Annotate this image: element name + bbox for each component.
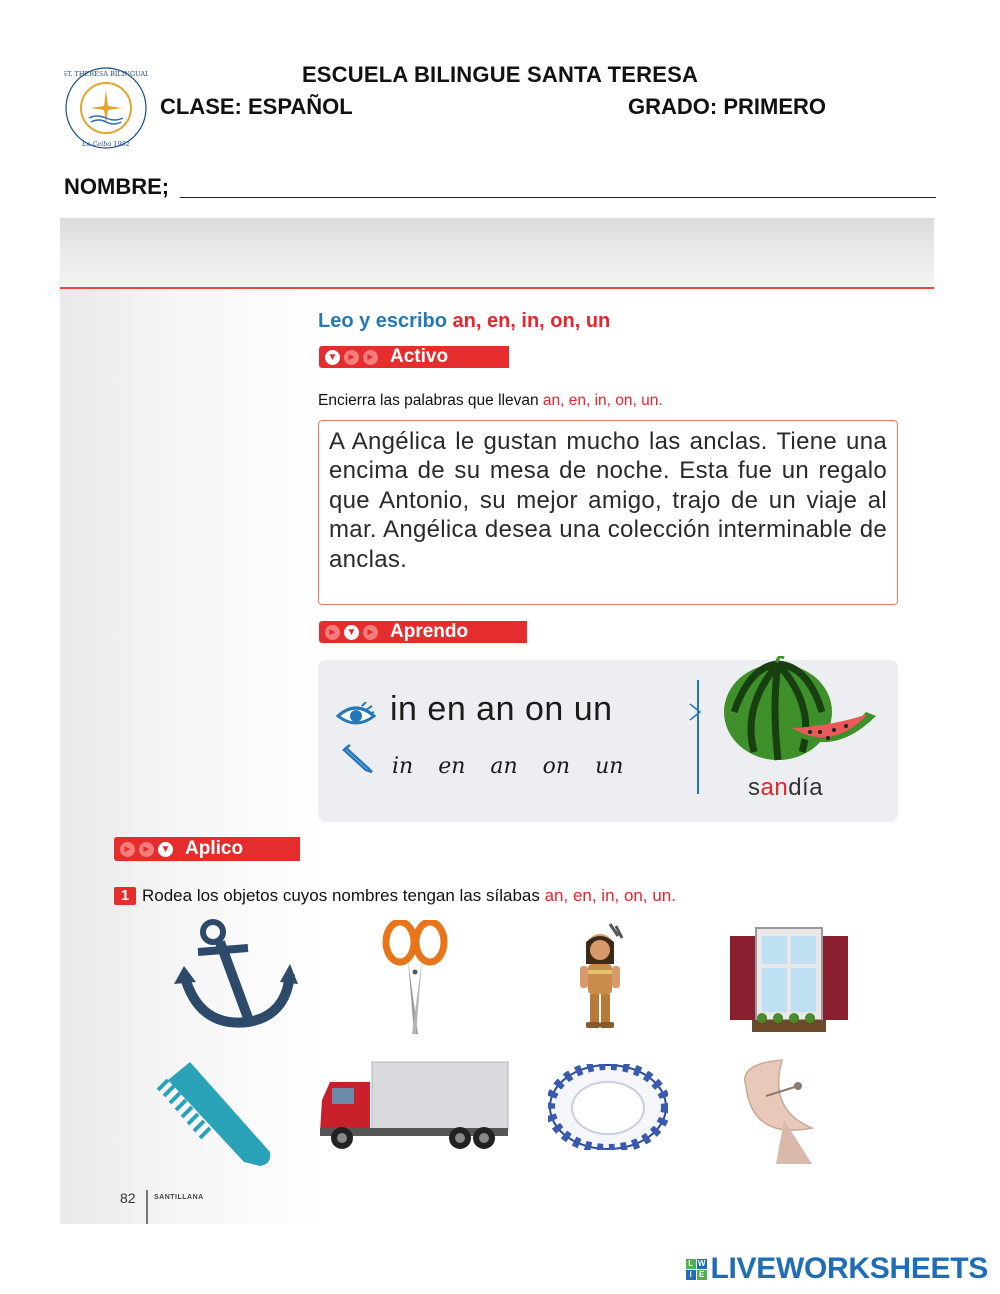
liveworksheets-logo[interactable]: L W I E LIVEWORKSHEETS <box>686 1252 989 1286</box>
svg-text:La Ceiba 1952: La Ceiba 1952 <box>82 140 130 148</box>
worksheet-page <box>60 218 934 1224</box>
arrow-down-icon: ▼ <box>344 625 359 640</box>
window-image[interactable] <box>726 926 852 1041</box>
truck-image[interactable] <box>316 1060 512 1155</box>
arrow-right-icon: ► <box>363 350 378 365</box>
page-top-band <box>60 218 934 288</box>
bracket-icon <box>688 702 702 727</box>
page-divider <box>60 287 934 289</box>
exercise-number: 1 <box>114 887 136 905</box>
aplico-banner: ► ► ▼ Aplico <box>114 837 300 861</box>
arrow-right-icon: ► <box>344 350 359 365</box>
anchor-image[interactable] <box>168 918 298 1041</box>
publisher-logo: SANTILLANA <box>154 1194 204 1201</box>
name-input-line[interactable] <box>180 197 936 198</box>
arrow-right-icon: ► <box>139 842 154 857</box>
name-label: NOMBRE; <box>64 174 170 199</box>
page-number: 82 <box>120 1190 136 1206</box>
arrow-right-icon: ► <box>363 625 378 640</box>
comb-image[interactable] <box>154 1058 274 1175</box>
page-number-bar <box>146 1190 148 1224</box>
satellite-dish-image[interactable] <box>732 1056 842 1173</box>
panel-divider <box>697 680 699 794</box>
cursive-syllables: in en an on un <box>392 754 624 779</box>
school-title: ESCUELA BILINGUE SANTA TERESA <box>301 62 699 87</box>
plate-image[interactable] <box>548 1064 668 1155</box>
pencil-icon <box>342 744 376 779</box>
section-heading: Leo y escribo an, en, in, on, un <box>318 310 611 332</box>
arrow-down-icon: ▼ <box>325 350 340 365</box>
instruction-text: Encierra las palabras que llevan an, en, in, on, un. <box>318 392 663 409</box>
word-sandia: sandía <box>748 774 824 801</box>
activo-banner: ▼ ► ► Activo <box>319 346 509 368</box>
svg-text:ST. THERESA BILINGUAL: ST. THERESA BILINGUAL <box>64 70 148 78</box>
liveworksheets-badge-icon: L W I E <box>686 1259 707 1280</box>
arrow-right-icon: ► <box>325 625 340 640</box>
grade-label: GRADO: PRIMERO <box>628 94 826 119</box>
arrow-right-icon: ► <box>120 842 135 857</box>
eye-icon <box>336 702 376 733</box>
reading-passage[interactable]: A Angélica le gustan mucho las anclas. Tiene una encima de su mesa de noche. Esta fue un regalo que Antonio, su mejor amigo, trajo de un viaje al mar. Angélica desea una colección interminable de anclas. <box>318 420 898 605</box>
scissors-image[interactable] <box>380 920 450 1041</box>
exercise-instruction: 1 Rodea los objetos cuyos nombres tengan las sílabas an, en, in, on, un. <box>114 886 676 906</box>
class-label: CLASE: ESPAÑOL <box>160 94 353 119</box>
arrow-down-icon: ▼ <box>158 842 173 857</box>
aprendo-banner: ► ▼ ► Aprendo <box>319 621 527 643</box>
native-child-image[interactable] <box>566 922 636 1037</box>
print-syllables: in en an on un <box>390 690 613 728</box>
watermelon-image <box>720 656 880 771</box>
